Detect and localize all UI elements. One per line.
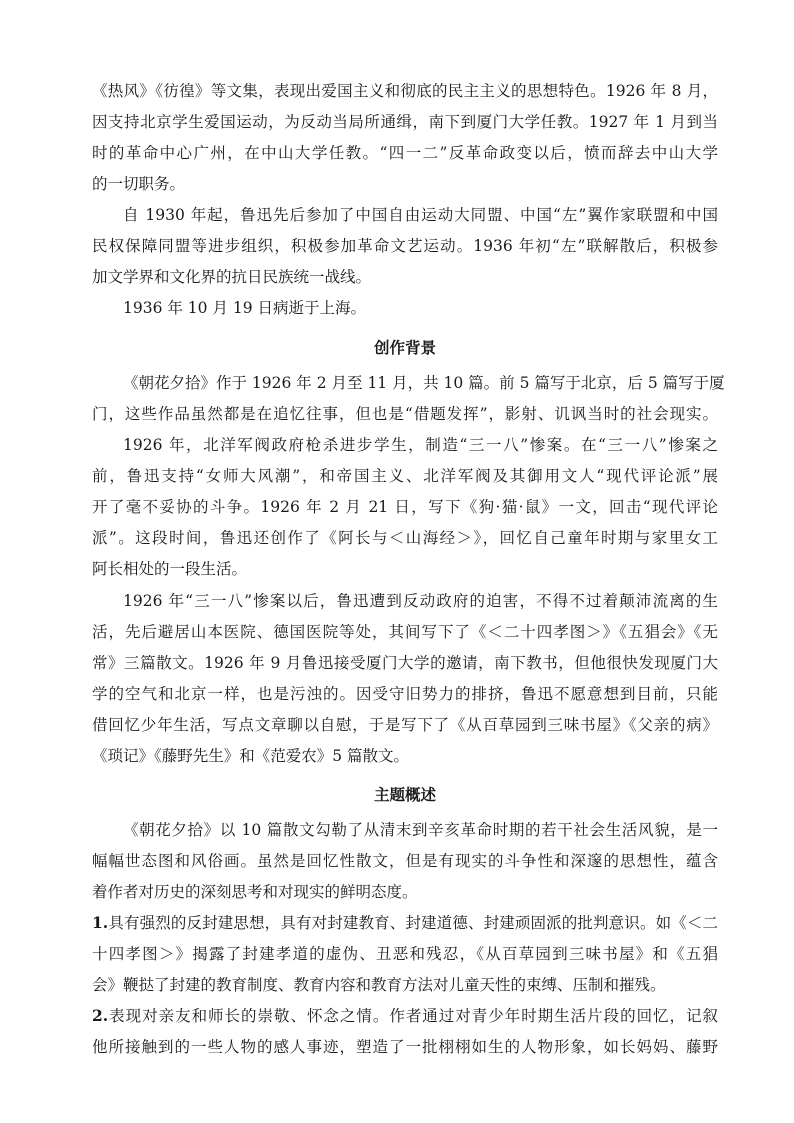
- section-heading-theme: 主题概述: [373, 785, 436, 804]
- paragraph-line: 自 1930 年起，鲁迅先后参加了中国自由运动大同盟、中国“左”翼作家联盟和中国: [123, 206, 718, 224]
- paragraph-line: 学的空气和北京一样，也是污浊的。因受守旧势力的排挤，鲁迅不愿意想到目前，只能: [92, 685, 718, 703]
- paragraph-line: 因支持北京学生爱国运动，为反动当局所通缉，南下到厦门大学任教。1927 年 1 月到当: [92, 113, 718, 131]
- paragraph-line: 1926 年“三一八”惨案以后，鲁迅遭到反动政府的迫害，不得不过着颠沛流离的生: [123, 592, 718, 610]
- paragraph-line: 借回忆少年生活，写点文章聊以自慰，于是写下了《从百草园到三味书屋》《父亲的病》: [92, 716, 718, 734]
- paragraph-line: 1926 年，北洋军阀政府枪杀进步学生，制造“三一八”惨案。在“三一八”惨案之: [123, 436, 718, 454]
- paragraph-line: 他所接触到的一些人物的感人事迹，塑造了一批栩栩如生的人物形象，如长妈妈、藤野: [92, 1038, 718, 1056]
- paragraph-line: 《琐记》《藤野先生》和《范爱农》5 篇散文。: [92, 747, 410, 765]
- paragraph-line: 活，先后避居山本医院、德国医院等处，其间写下了《＜二十四孝图＞》《五猖会》《无: [92, 623, 718, 641]
- paragraph-line: 开了毫不妥协的斗争。1926 年 2 月 21 日，写下《狗·猫·鼠》一文，回击“现代评论: [92, 498, 718, 516]
- paragraph-line: 门，这些作品虽然都是在追忆往事，但也是“借题发挥”，影射、讥讽当时的社会现实。: [92, 405, 718, 423]
- paragraph-line: 阿长相处的一段生活。: [92, 560, 248, 578]
- list-marker: 1.: [92, 913, 109, 932]
- list-marker: 2.: [92, 1006, 109, 1025]
- paragraph-line: 派”。这段时间，鲁迅还创作了《阿长与＜山海经＞》，回忆自己童年时期与家里女工: [92, 529, 718, 547]
- section-heading-background: 创作背景: [373, 338, 436, 357]
- paragraph-line: 《朝花夕拾》以 10 篇散文勾勒了从清末到辛亥革命时期的若干社会生活风貌，是一: [123, 821, 718, 839]
- paragraph-line: 着作者对历史的深刻思考和对现实的鲜明态度。: [92, 883, 418, 901]
- paragraph-line: 加文学界和文化界的抗日民族统一战线。: [92, 268, 372, 286]
- paragraph-line: 1936 年 10 月 19 日病逝于上海。: [123, 299, 367, 317]
- paragraph-line: 时的革命中心广州，在中山大学任教。“四一二”反革命政变以后，愤而辞去中山大学: [92, 144, 718, 162]
- list-item-2-line: [92, 1002, 718, 1030]
- paragraph-line: 十四孝图＞》揭露了封建孝道的虚伪、丑恶和残忍，《从百草园到三味书屋》和《五猖: [92, 945, 718, 963]
- paragraph-line: 常》三篇散文。1926 年 9 月鲁迅接受厦门大学的邀请，南下教书，但他很快发现厦门大: [92, 654, 718, 672]
- list-item-1-line: [92, 909, 718, 937]
- paragraph-line: 会》鞭挞了封建的教育制度、教育内容和教育方法对儿童天性的束缚、压制和摧残。: [92, 976, 666, 994]
- paragraph-line: 民权保障同盟等进步组织，积极参加革命文艺运动。1936 年初“左”联解散后，积极参: [92, 237, 718, 255]
- paragraph-line: 前，鲁迅支持“女师大风潮”，和帝国主义、北洋军阀及其御用文人“现代评论派”展: [92, 467, 718, 485]
- paragraph-line: 的一切职务。: [92, 175, 186, 193]
- list-item-text: 表现对亲友和师长的崇敬、怀念之情。作者通过对青少年时期生活片段的回忆，记叙: [108, 1007, 718, 1025]
- paragraph-line: 幅幅世态图和风俗画。虽然是回忆性散文，但是有现实的斗争性和深邃的思想性，蕴含: [92, 852, 718, 870]
- paragraph-line: 《热风》《彷徨》等文集，表现出爱国主义和彻底的民主主义的思想特色。1926 年 8 月，: [92, 82, 718, 100]
- paragraph-line: 《朝花夕拾》作于 1926 年 2 月至 11 月，共 10 篇。前 5 篇写于北京，后 5 篇写于厦: [123, 374, 725, 392]
- list-item-text: 具有强烈的反封建思想，具有对封建教育、封建道德、封建顽固派的批判意识。如《＜二: [108, 914, 718, 932]
